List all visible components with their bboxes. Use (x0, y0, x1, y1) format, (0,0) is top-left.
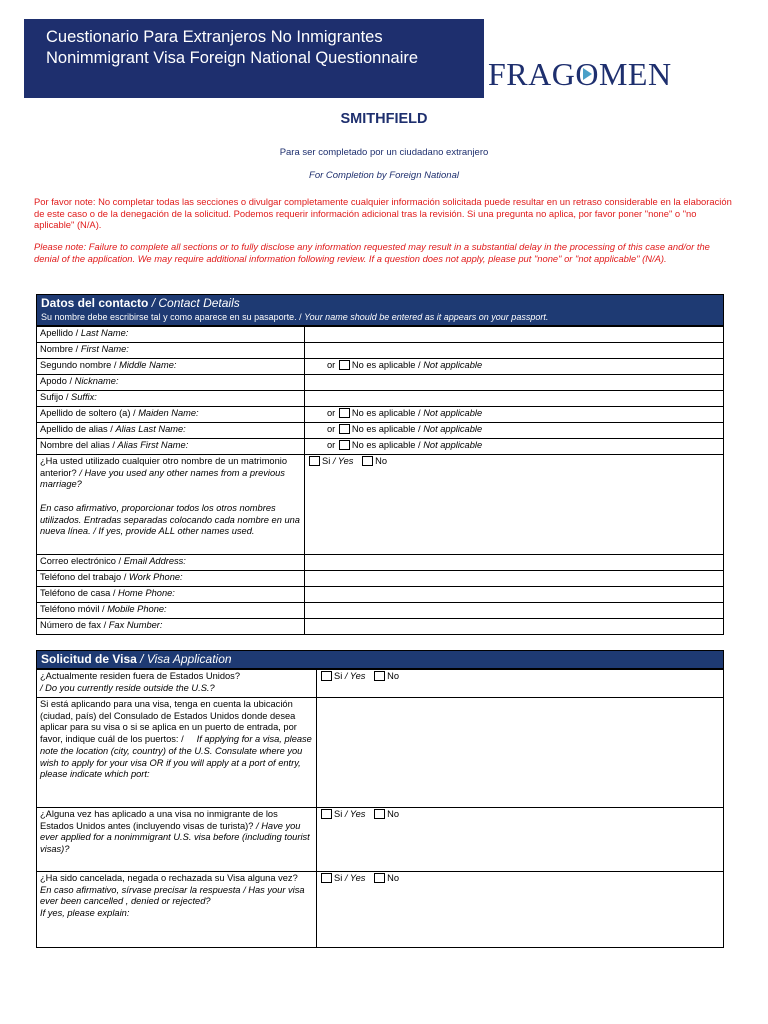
visa-application-section (36, 650, 724, 948)
home-phone-field[interactable] (305, 587, 723, 602)
last-name-row (37, 326, 723, 342)
email-label: Correo electrónico / Email Address: (37, 555, 305, 570)
applied-before-row (37, 807, 723, 871)
work-phone-field[interactable] (305, 571, 723, 586)
section-subtitle-en: Your name should be entered as it appears on your passport. (304, 312, 549, 322)
outside-us-label: ¿Actualmente residen fuera de Estados Unidos? / Do you currently reside outside the U.S.? (37, 670, 317, 697)
visa-title-es: Solicitud de Visa (41, 652, 137, 666)
middle-name-field[interactable]: or No es aplicable / Not applicable (327, 360, 483, 370)
middle-name-label: Segundo nombre / Middle Name: (37, 359, 305, 374)
applied-before-field[interactable]: Si / Yes No (317, 808, 723, 871)
applied-before-yes-checkbox[interactable] (321, 809, 332, 819)
company-name: SMITHFIELD (340, 111, 428, 127)
alias-last-name-row (37, 422, 723, 438)
outside-us-yes-checkbox[interactable] (321, 671, 332, 681)
maiden-name-row (37, 406, 723, 422)
warning-note-spanish: Por favor note: No completar todas las secciones o divulgar completamente cualquier información solicitada puede resultar en un retraso considerable en la elaboración de este caso o de la denegación de la solicitud. Podemos requerir información adicional tras la revisión. Si una pregunta no aplica, por favor poner "none" o "no aplicable" (N/A). (34, 196, 732, 231)
cancelled-field[interactable]: Si / Yes No (317, 872, 723, 947)
suffix-row (37, 390, 723, 406)
cancelled-yes-checkbox[interactable] (321, 873, 332, 883)
mobile-phone-field[interactable] (305, 603, 723, 618)
other-names-label: ¿Ha usted utilizado cualquier otro nombre de un matrimonio anterior? / Have you used any other names from a previous marriage? En caso afirmativo, proporcionar todos los otros nombres utilizados. Entradas separadas colocando cada nombre en una nueva línea. / If yes, provide ALL other names used. (37, 455, 305, 554)
cancelled-no-checkbox[interactable] (374, 873, 385, 883)
warning-note-english: Please note: Failure to complete all sections or to fully disclose any information requested may result in a substantial delay in the processing of this case and/or the denial of the application. We may require additional information following review. If a question does not apply, please put "none" or "not applicable" (N/A). (34, 241, 710, 264)
fax-field[interactable] (305, 619, 723, 634)
fax-label: Número de fax / Fax Number: (37, 619, 305, 634)
last-name-label: Apellido / Last Name: (37, 327, 305, 342)
first-name-label: Nombre / First Name: (37, 343, 305, 358)
alias-first-name-label: Nombre del alias / Alias First Name: (37, 439, 305, 454)
alias-last-name-label: Apellido de alias / Alias Last Name: (37, 423, 305, 438)
alias-first-name-field[interactable]: or No es aplicable / Not applicable (327, 440, 483, 450)
contact-section-header (37, 295, 723, 326)
email-row (37, 554, 723, 570)
middle-name-row (37, 358, 723, 374)
mobile-phone-label: Teléfono móvil / Mobile Phone: (37, 603, 305, 618)
other-names-field[interactable]: Si / Yes No (305, 455, 723, 554)
home-phone-label: Teléfono de casa / Home Phone: (37, 587, 305, 602)
applied-before-label: ¿Alguna vez has aplicado a una visa no inmigrante de los Estados Unidos antes (incluyendo visas de turista)? / Have you ever applied for a nonimmigrant U.S. visa before (including tourist visas)? (37, 808, 317, 871)
home-phone-row (37, 586, 723, 602)
section-subtitle-es: Su nombre debe escribirse tal y como aparece en su pasaporte. (41, 312, 297, 322)
alias-last-name-field[interactable]: or No es aplicable / Not applicable (327, 424, 483, 434)
alias-first-na-checkbox[interactable] (339, 440, 350, 450)
work-phone-label: Teléfono del trabajo / Work Phone: (37, 571, 305, 586)
consulate-field[interactable] (317, 698, 723, 807)
section-title-es: Datos del contacto (41, 296, 149, 310)
other-names-no-checkbox[interactable] (362, 456, 373, 466)
alias-first-name-row (37, 438, 723, 454)
alias-last-na-checkbox[interactable] (339, 424, 350, 434)
maiden-name-na-checkbox[interactable] (339, 408, 350, 418)
nickname-label: Apodo / Nickname: (37, 375, 305, 390)
section-title-en: Contact Details (158, 296, 240, 310)
outside-us-field[interactable]: Si / Yes No (317, 670, 723, 697)
email-field[interactable] (305, 555, 723, 570)
outside-us-row (37, 669, 723, 697)
contact-details-section (36, 294, 724, 635)
subtitle-english: For Completion by Foreign National (309, 170, 459, 181)
slash: / (148, 296, 159, 310)
first-name-field[interactable] (305, 343, 723, 358)
cancelled-label: ¿Ha sido cancelada, negada o rechazada su Visa alguna vez? En caso afirmativo, sírvase precisar la respuesta / Has your visa ever been cancelled , denied or rejected? If yes, please explain: (37, 872, 317, 947)
maiden-name-field[interactable]: or No es aplicable / Not applicable (327, 408, 483, 418)
slash: / (296, 312, 305, 322)
suffix-field[interactable] (305, 391, 723, 406)
title-spanish: Cuestionario Para Extranjeros No Inmigrantes (46, 28, 383, 46)
applied-before-no-checkbox[interactable] (374, 809, 385, 819)
fragomen-logo: FRAGO MEN (488, 56, 672, 92)
consulate-label: Si está aplicando para una visa, tenga en cuenta la ubicación (ciudad, país) del Consulado de Estados Unidos donde desea aplicar para su visa o si se aplica en un puerto de entrada, por favor, indique cuál de los puertos: / If applying for a visa, please note the location (city, country) of the U.S. Consulate where you wish to apply for your visa OR if you will apply at a port of entry, please indicate which port: (37, 698, 317, 807)
consulate-row (37, 697, 723, 807)
title-english: Nonimmigrant Visa Foreign National Questionnaire (46, 49, 419, 67)
first-name-row (37, 342, 723, 358)
nickname-field[interactable] (305, 375, 723, 390)
header-band (24, 19, 484, 98)
other-names-row (37, 454, 723, 554)
visa-section-header (37, 651, 723, 669)
suffix-label: Sufijo / Suffix: (37, 391, 305, 406)
middle-name-na-checkbox[interactable] (339, 360, 350, 370)
other-names-yes-checkbox[interactable] (309, 456, 320, 466)
nickname-row (37, 374, 723, 390)
maiden-name-label: Apellido de soltero (a) / Maiden Name: (37, 407, 305, 422)
slash: / (136, 652, 147, 666)
cancelled-row (37, 871, 723, 947)
visa-title-en: Visa Application (146, 652, 232, 666)
work-phone-row (37, 570, 723, 586)
outside-us-no-checkbox[interactable] (374, 671, 385, 681)
mobile-phone-row (37, 602, 723, 618)
fax-row (37, 618, 723, 634)
play-triangle-icon: O (575, 56, 599, 92)
last-name-field[interactable] (305, 327, 723, 342)
subtitle-spanish: Para ser completado por un ciudadano extranjero (279, 147, 489, 158)
